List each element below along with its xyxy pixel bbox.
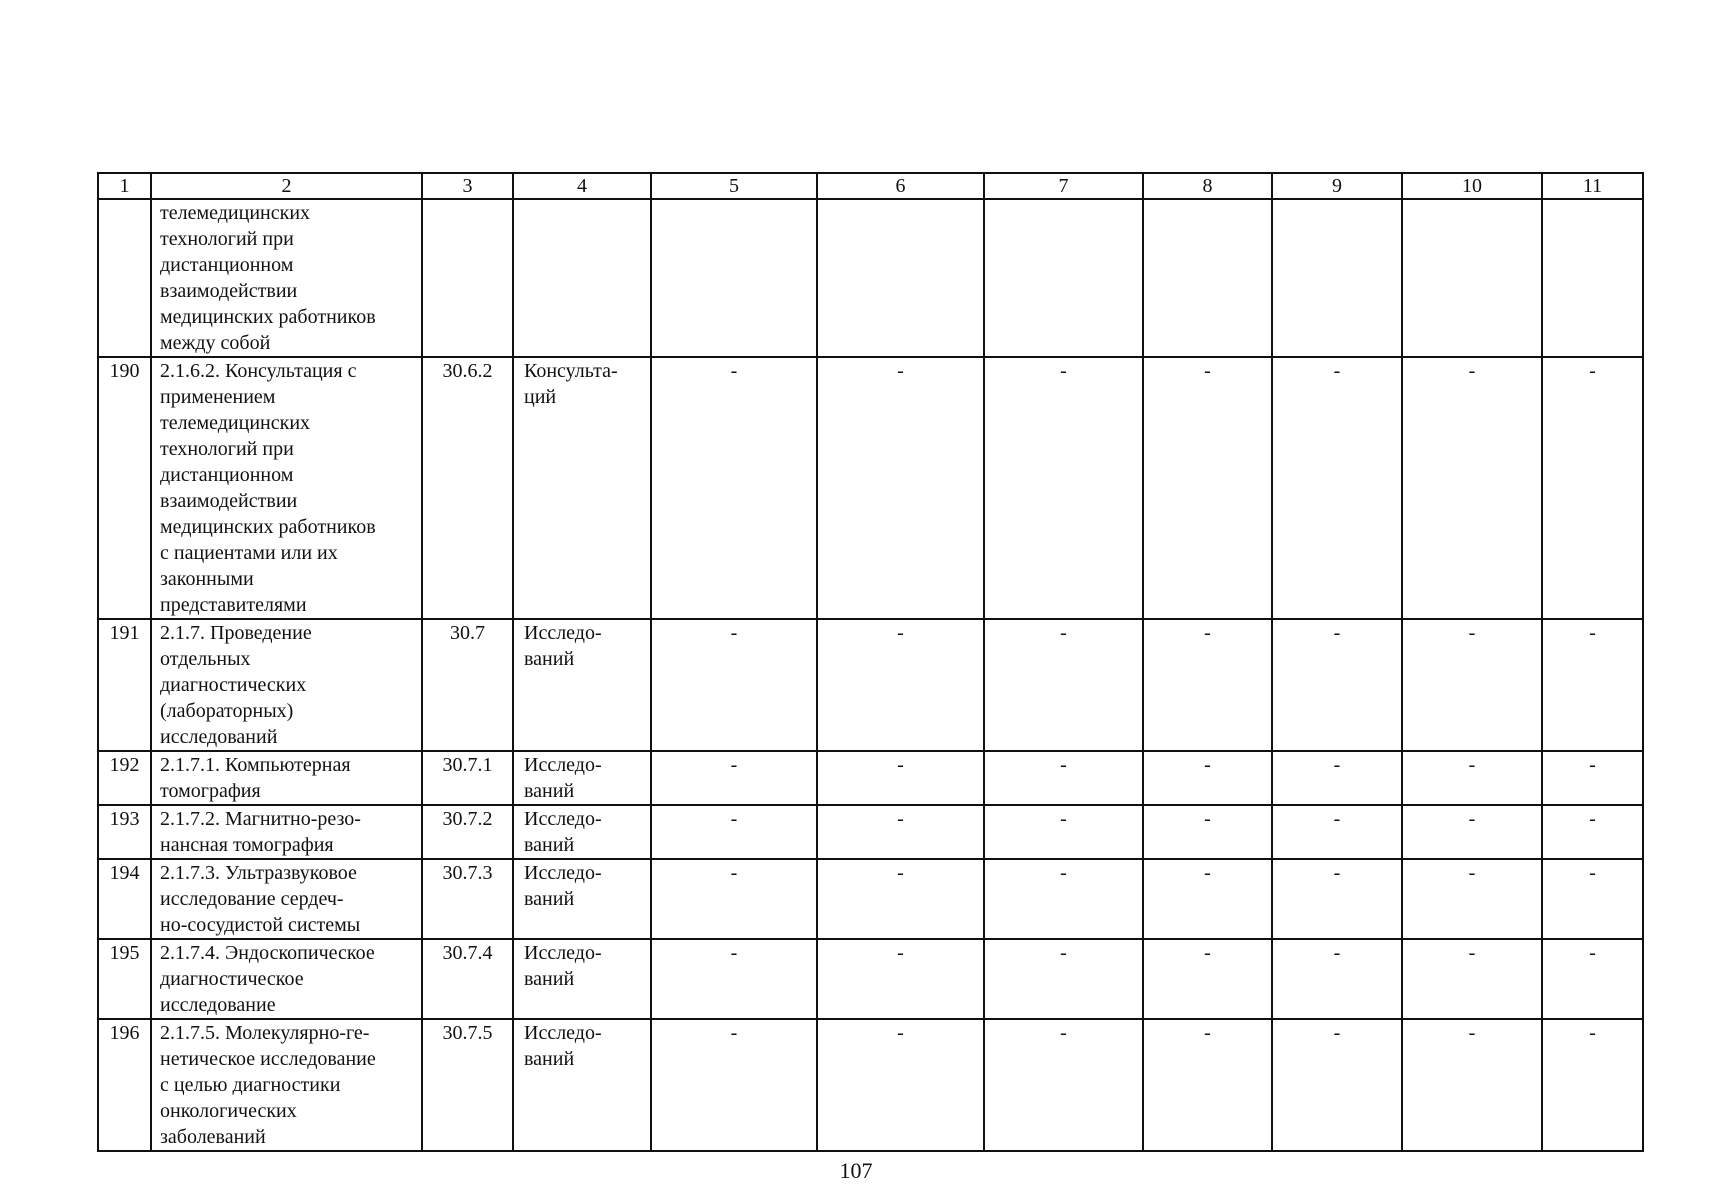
table-body bbox=[98, 199, 1643, 1151]
value-cell-col6-text: - bbox=[897, 754, 904, 776]
value-cell-col6-text: - bbox=[897, 808, 904, 830]
table-row bbox=[98, 939, 1643, 1019]
row-unit-cell bbox=[513, 1019, 651, 1151]
table-row bbox=[98, 1019, 1643, 1151]
row-number-cell bbox=[98, 199, 151, 357]
value-cell-col8-text: - bbox=[1204, 808, 1211, 830]
value-cell-col11-text: - bbox=[1589, 1022, 1596, 1044]
row-unit-cell-text: Исследо- ваний bbox=[524, 622, 602, 670]
row-number-cell bbox=[98, 939, 151, 1019]
value-cell-col7 bbox=[984, 859, 1143, 939]
value-cell-col9 bbox=[1272, 357, 1402, 619]
header-cell-6: 6 bbox=[817, 173, 984, 199]
value-cell-col11-text: - bbox=[1589, 862, 1596, 884]
row-unit-cell bbox=[513, 859, 651, 939]
page-number: 107 bbox=[839, 1158, 873, 1183]
row-name-cell bbox=[151, 859, 422, 939]
value-cell-col11 bbox=[1542, 805, 1643, 859]
value-cell-col10 bbox=[1402, 619, 1542, 751]
value-cell-col11-text: - bbox=[1589, 754, 1596, 776]
value-cell-col9 bbox=[1272, 1019, 1402, 1151]
value-cell-col11-text: - bbox=[1589, 808, 1596, 830]
row-number-cell bbox=[98, 357, 151, 619]
value-cell-col9-text: - bbox=[1333, 808, 1341, 830]
row-code-cell bbox=[422, 619, 513, 751]
row-number-cell-text: 191 bbox=[109, 622, 140, 644]
value-cell-col7-text: - bbox=[1060, 360, 1067, 382]
value-cell-col7-text: - bbox=[1060, 942, 1067, 964]
value-cell-col9 bbox=[1272, 859, 1402, 939]
row-number-cell-text: 195 bbox=[109, 942, 140, 964]
value-cell-col5 bbox=[651, 939, 817, 1019]
row-code-cell-text: 30.6.2 bbox=[442, 360, 493, 382]
data-table bbox=[97, 172, 1644, 1152]
row-unit-cell bbox=[513, 619, 651, 751]
value-cell-col9 bbox=[1272, 619, 1402, 751]
value-cell-col9 bbox=[1272, 199, 1402, 357]
row-unit-cell-text: Исследо- ваний bbox=[524, 942, 602, 990]
row-number-cell-text: 196 bbox=[109, 1022, 140, 1044]
row-unit-cell-text: Консульта- ций bbox=[524, 360, 618, 408]
row-name-cell bbox=[151, 805, 422, 859]
row-name-cell-text: 2.1.7.3. Ультразвуковое исследование сердеч- но-сосудистой системы bbox=[160, 862, 361, 936]
value-cell-col6 bbox=[817, 357, 984, 619]
value-cell-col5-text: - bbox=[730, 360, 738, 382]
row-code-cell-text: 30.7 bbox=[450, 622, 485, 644]
row-code-cell bbox=[422, 199, 513, 357]
table-row bbox=[98, 199, 1643, 357]
row-number-cell bbox=[98, 619, 151, 751]
row-number-cell-text: 193 bbox=[109, 808, 140, 830]
value-cell-col10-text: - bbox=[1468, 1022, 1476, 1044]
value-cell-col11 bbox=[1542, 619, 1643, 751]
value-cell-col8-text: - bbox=[1204, 1022, 1211, 1044]
header-cell-8: 8 bbox=[1143, 173, 1272, 199]
value-cell-col8 bbox=[1143, 1019, 1272, 1151]
value-cell-col10-text: - bbox=[1468, 360, 1476, 382]
value-cell-col10-text: - bbox=[1468, 862, 1476, 884]
row-number-cell-text: 192 bbox=[109, 754, 140, 776]
row-name-cell-text: 2.1.7.2. Магнитно-резо- нансная томография bbox=[160, 808, 361, 856]
value-cell-col10-text: - bbox=[1468, 754, 1476, 776]
row-name-cell-text: 2.1.7.4. Эндоскопическое диагностическое исследование bbox=[160, 942, 375, 1016]
row-code-cell-text: 30.7.1 bbox=[442, 754, 493, 776]
value-cell-col6-text: - bbox=[897, 942, 904, 964]
value-cell-col7-text: - bbox=[1060, 808, 1067, 830]
row-number-cell bbox=[98, 859, 151, 939]
value-cell-col7-text: - bbox=[1060, 622, 1067, 644]
row-name-cell bbox=[151, 357, 422, 619]
value-cell-col10 bbox=[1402, 939, 1542, 1019]
value-cell-col8-text: - bbox=[1204, 360, 1211, 382]
value-cell-col9-text: - bbox=[1333, 862, 1341, 884]
value-cell-col5-text: - bbox=[730, 862, 738, 884]
value-cell-col11-text: - bbox=[1589, 622, 1596, 644]
value-cell-col9-text: - bbox=[1333, 754, 1341, 776]
header-row bbox=[98, 173, 1643, 199]
value-cell-col10 bbox=[1402, 805, 1542, 859]
header-cell-10: 10 bbox=[1402, 173, 1542, 199]
row-code-cell-text: 30.7.3 bbox=[442, 862, 493, 884]
value-cell-col5-text: - bbox=[730, 1022, 738, 1044]
value-cell-col5 bbox=[651, 619, 817, 751]
row-code-cell bbox=[422, 805, 513, 859]
value-cell-col6-text: - bbox=[897, 1022, 904, 1044]
row-unit-cell bbox=[513, 357, 651, 619]
value-cell-col9-text: - bbox=[1333, 942, 1341, 964]
value-cell-col5-text: - bbox=[730, 754, 738, 776]
header-cell-5: 5 bbox=[651, 173, 817, 199]
table-row bbox=[98, 619, 1643, 751]
value-cell-col10 bbox=[1402, 199, 1542, 357]
value-cell-col8 bbox=[1143, 939, 1272, 1019]
value-cell-col9 bbox=[1272, 939, 1402, 1019]
value-cell-col10 bbox=[1402, 751, 1542, 805]
row-name-cell bbox=[151, 751, 422, 805]
value-cell-col10 bbox=[1402, 859, 1542, 939]
value-cell-col6-text: - bbox=[897, 862, 904, 884]
value-cell-col10-text: - bbox=[1468, 942, 1476, 964]
value-cell-col7 bbox=[984, 751, 1143, 805]
header-cell-1: 1 bbox=[98, 173, 151, 199]
row-number-cell bbox=[98, 1019, 151, 1151]
value-cell-col9-text: - bbox=[1333, 360, 1341, 382]
row-name-cell-text: 2.1.6.2. Консультация с применением телемедицинских технологий при дистанционном взаимодействии медицинских работников с пациентами или их законными представителями bbox=[160, 360, 376, 616]
value-cell-col8 bbox=[1143, 357, 1272, 619]
row-code-cell bbox=[422, 751, 513, 805]
value-cell-col7-text: - bbox=[1060, 1022, 1067, 1044]
value-cell-col5 bbox=[651, 1019, 817, 1151]
value-cell-col9-text: - bbox=[1333, 622, 1341, 644]
value-cell-col6 bbox=[817, 805, 984, 859]
header-cell-7: 7 bbox=[984, 173, 1143, 199]
value-cell-col6 bbox=[817, 1019, 984, 1151]
row-code-cell bbox=[422, 1019, 513, 1151]
value-cell-col5 bbox=[651, 199, 817, 357]
value-cell-col11-text: - bbox=[1589, 360, 1596, 382]
value-cell-col11 bbox=[1542, 357, 1643, 619]
value-cell-col6 bbox=[817, 619, 984, 751]
value-cell-col7 bbox=[984, 1019, 1143, 1151]
row-unit-cell-text: Исследо- ваний bbox=[524, 862, 602, 910]
table-row bbox=[98, 859, 1643, 939]
value-cell-col6 bbox=[817, 199, 984, 357]
value-cell-col5-text: - bbox=[730, 622, 738, 644]
header-cell-9: 9 bbox=[1272, 173, 1402, 199]
value-cell-col11 bbox=[1542, 1019, 1643, 1151]
row-unit-cell bbox=[513, 939, 651, 1019]
value-cell-col8 bbox=[1143, 619, 1272, 751]
value-cell-col10-text: - bbox=[1468, 622, 1476, 644]
row-name-cell bbox=[151, 199, 422, 357]
value-cell-col8 bbox=[1143, 859, 1272, 939]
row-name-cell-text: 2.1.7. Проведение отдельных диагностических (лабораторных) исследований bbox=[160, 622, 312, 748]
table-header bbox=[98, 173, 1643, 199]
value-cell-col7 bbox=[984, 357, 1143, 619]
row-name-cell bbox=[151, 939, 422, 1019]
value-cell-col8 bbox=[1143, 751, 1272, 805]
row-name-cell-text: 2.1.7.5. Молекулярно-ге- нетическое исследование с целью диагностики онкологических заболеваний bbox=[160, 1022, 376, 1148]
row-name-cell-text: 2.1.7.1. Компьютерная томография bbox=[160, 754, 351, 802]
value-cell-col8-text: - bbox=[1204, 622, 1211, 644]
value-cell-col5-text: - bbox=[730, 942, 738, 964]
row-unit-cell bbox=[513, 751, 651, 805]
value-cell-col11 bbox=[1542, 199, 1643, 357]
table-row bbox=[98, 751, 1643, 805]
row-number-cell bbox=[98, 751, 151, 805]
row-name-cell-text: телемедицинских технологий при дистанционном взаимодействии медицинских работников между собой bbox=[160, 202, 376, 354]
value-cell-col5 bbox=[651, 805, 817, 859]
row-name-cell bbox=[151, 1019, 422, 1151]
value-cell-col8 bbox=[1143, 199, 1272, 357]
header-cell-11: 11 bbox=[1542, 173, 1643, 199]
value-cell-col5-text: - bbox=[730, 808, 738, 830]
value-cell-col7 bbox=[984, 619, 1143, 751]
row-unit-cell-text: Исследо- ваний bbox=[524, 754, 602, 802]
value-cell-col8-text: - bbox=[1204, 754, 1211, 776]
header-cell-4: 4 bbox=[513, 173, 651, 199]
header-cell-3: 3 bbox=[422, 173, 513, 199]
row-name-cell bbox=[151, 619, 422, 751]
value-cell-col5 bbox=[651, 859, 817, 939]
row-unit-cell-text: Исследо- ваний bbox=[524, 1022, 602, 1070]
row-code-cell bbox=[422, 357, 513, 619]
value-cell-col6 bbox=[817, 859, 984, 939]
value-cell-col9 bbox=[1272, 805, 1402, 859]
row-number-cell bbox=[98, 805, 151, 859]
row-unit-cell bbox=[513, 199, 651, 357]
row-number-cell-text: 194 bbox=[109, 862, 140, 884]
value-cell-col11 bbox=[1542, 939, 1643, 1019]
value-cell-col7-text: - bbox=[1060, 754, 1067, 776]
value-cell-col6 bbox=[817, 939, 984, 1019]
row-code-cell bbox=[422, 859, 513, 939]
row-number-cell-text: 190 bbox=[109, 360, 140, 382]
row-code-cell-text: 30.7.5 bbox=[442, 1022, 493, 1044]
value-cell-col7 bbox=[984, 199, 1143, 357]
row-unit-cell bbox=[513, 805, 651, 859]
value-cell-col7 bbox=[984, 805, 1143, 859]
value-cell-col8 bbox=[1143, 805, 1272, 859]
value-cell-col11 bbox=[1542, 751, 1643, 805]
row-code-cell-text: 30.7.2 bbox=[442, 808, 493, 830]
table-row bbox=[98, 357, 1643, 619]
value-cell-col6-text: - bbox=[897, 360, 904, 382]
value-cell-col8-text: - bbox=[1204, 862, 1211, 884]
value-cell-col6 bbox=[817, 751, 984, 805]
row-code-cell bbox=[422, 939, 513, 1019]
value-cell-col5 bbox=[651, 357, 817, 619]
value-cell-col10 bbox=[1402, 1019, 1542, 1151]
value-cell-col9-text: - bbox=[1333, 1022, 1341, 1044]
value-cell-col7 bbox=[984, 939, 1143, 1019]
value-cell-col11-text: - bbox=[1589, 942, 1596, 964]
value-cell-col10-text: - bbox=[1468, 808, 1476, 830]
value-cell-col6-text: - bbox=[897, 622, 904, 644]
table-row bbox=[98, 805, 1643, 859]
value-cell-col5 bbox=[651, 751, 817, 805]
value-cell-col10 bbox=[1402, 357, 1542, 619]
value-cell-col11 bbox=[1542, 859, 1643, 939]
value-cell-col8-text: - bbox=[1204, 942, 1211, 964]
row-code-cell-text: 30.7.4 bbox=[442, 942, 493, 964]
row-unit-cell-text: Исследо- ваний bbox=[524, 808, 602, 856]
value-cell-col7-text: - bbox=[1060, 862, 1067, 884]
header-cell-2: 2 bbox=[151, 173, 422, 199]
value-cell-col9 bbox=[1272, 751, 1402, 805]
